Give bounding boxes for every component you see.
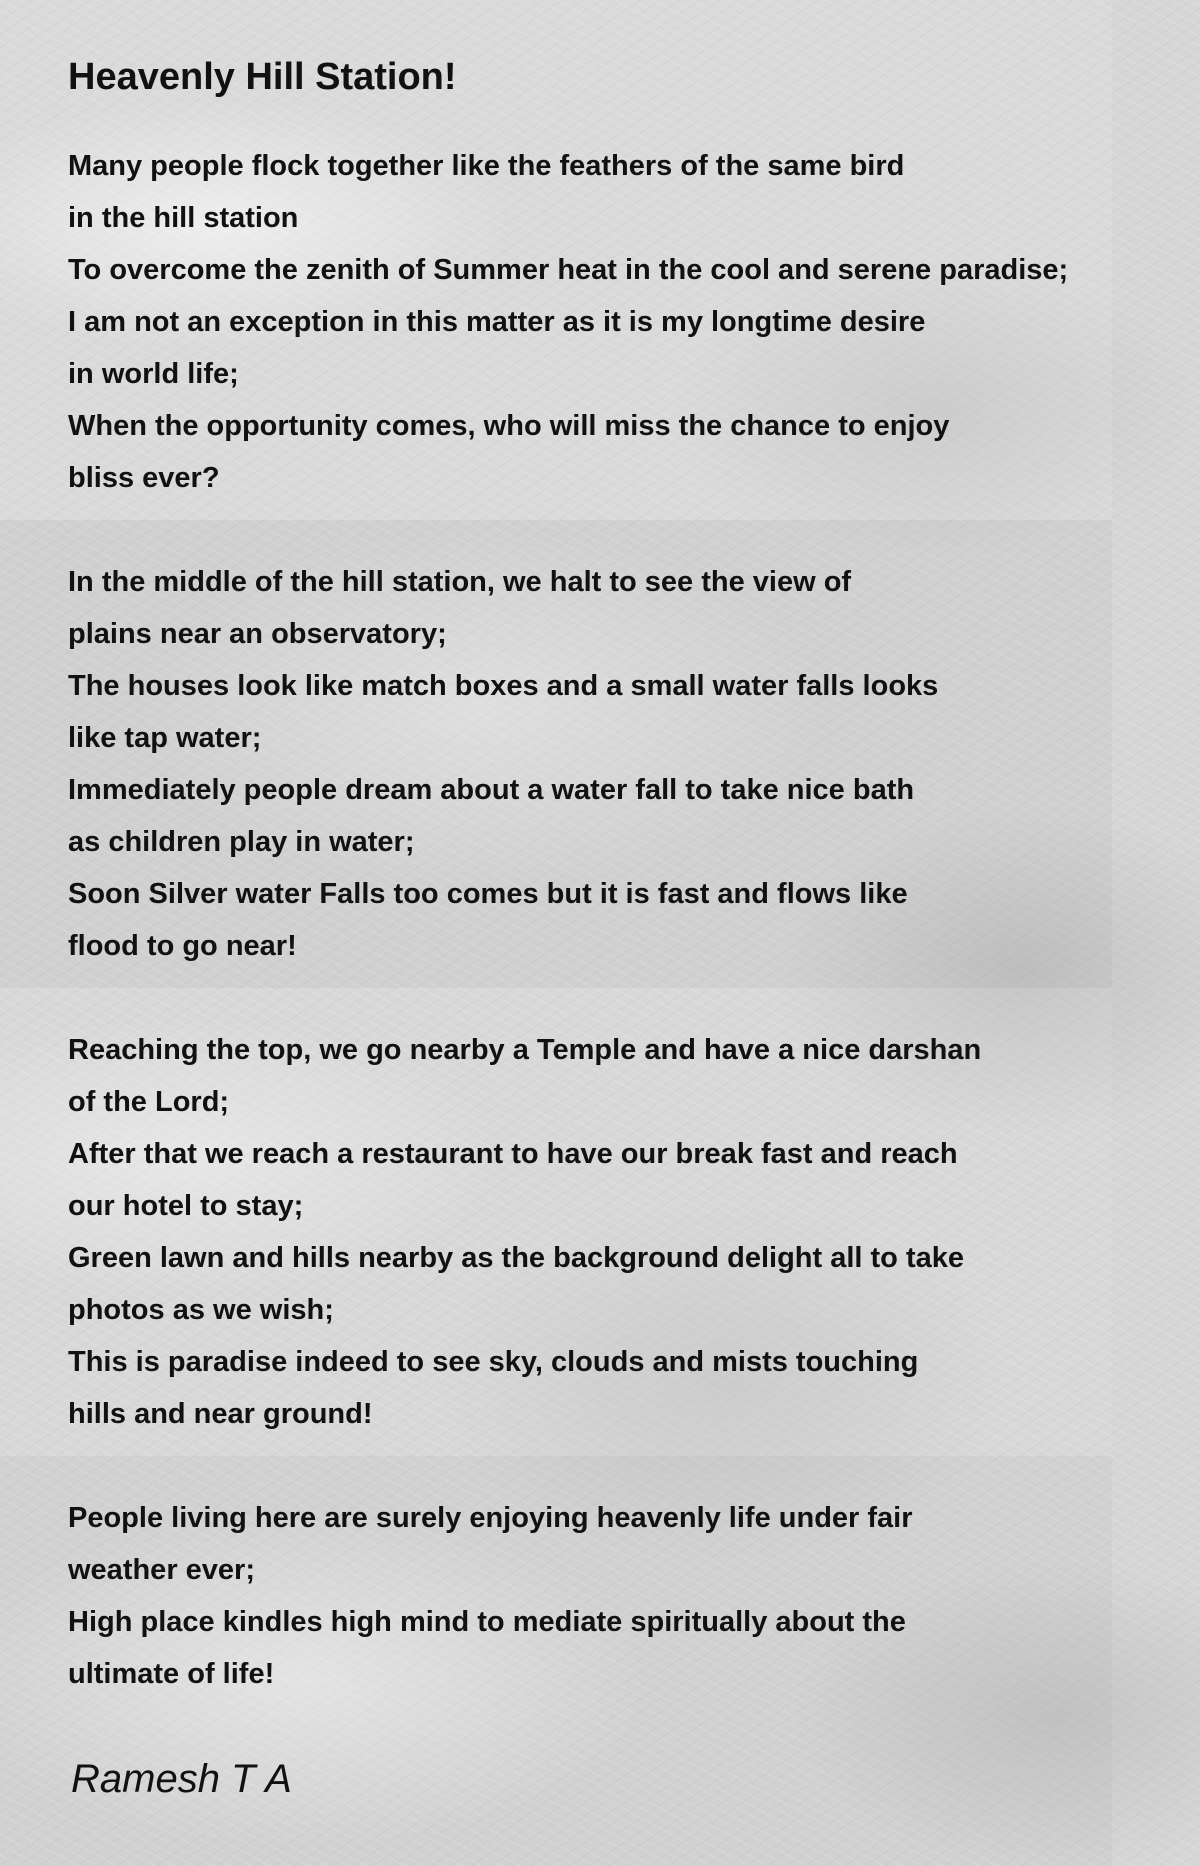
poem-stanza (68, 140, 1193, 504)
poem-author: Ramesh T A (71, 1757, 292, 1801)
poem-stanza (68, 1492, 1193, 1700)
poem-line: After that we reach a restaurant to have our break fast and reach (68, 1138, 958, 1170)
poem-line: Green lawn and hills nearby as the background delight all to take (68, 1242, 964, 1274)
poem-line: Immediately people dream about a water fall to take nice bath (68, 774, 915, 806)
poem-line: ultimate of life! (68, 1658, 275, 1690)
poem-card (68, 50, 1193, 1806)
poem-line: plains near an observatory; (68, 618, 447, 650)
poem-line: hills and near ground! (68, 1398, 373, 1430)
poem-line: Reaching the top, we go nearby a Temple and have a nice darshan (68, 1034, 982, 1066)
poem-line: as children play in water; (68, 826, 415, 858)
poem-line: Soon Silver water Falls too comes but it is fast and flows like (68, 878, 908, 910)
poem-line: in world life; (68, 358, 239, 390)
poem-line: Many people flock together like the feathers of the same bird (68, 150, 905, 182)
poem-line: of the Lord; (68, 1086, 230, 1118)
poem-line: To overcome the zenith of Summer heat in the cool and serene paradise; (68, 254, 1069, 286)
poem-line: like tap water; (68, 722, 262, 754)
poem-line: weather ever; (68, 1554, 255, 1586)
poem-stanza (68, 1024, 1193, 1440)
poem-line: High place kindles high mind to mediate spiritually about the (68, 1606, 906, 1638)
poem-line: our hotel to stay; (68, 1190, 304, 1222)
poem-line: I am not an exception in this matter as it is my longtime desire (68, 306, 926, 338)
poem-line: photos as we wish; (68, 1294, 334, 1326)
poem-line: bliss ever? (68, 462, 220, 494)
poem-line: The houses look like match boxes and a small water falls looks (68, 670, 939, 702)
poem-title: Heavenly Hill Station! (68, 56, 457, 98)
poem-line: in the hill station (68, 202, 299, 234)
poem-line: In the middle of the hill station, we halt to see the view of (68, 566, 852, 598)
poem-line: This is paradise indeed to see sky, clouds and mists touching (68, 1346, 919, 1378)
poem-line: When the opportunity comes, who will miss the chance to enjoy (68, 410, 950, 442)
poem-stanza (68, 556, 1193, 972)
poem-line: People living here are surely enjoying heavenly life under fair (68, 1502, 913, 1534)
poem-line: flood to go near! (68, 930, 297, 962)
